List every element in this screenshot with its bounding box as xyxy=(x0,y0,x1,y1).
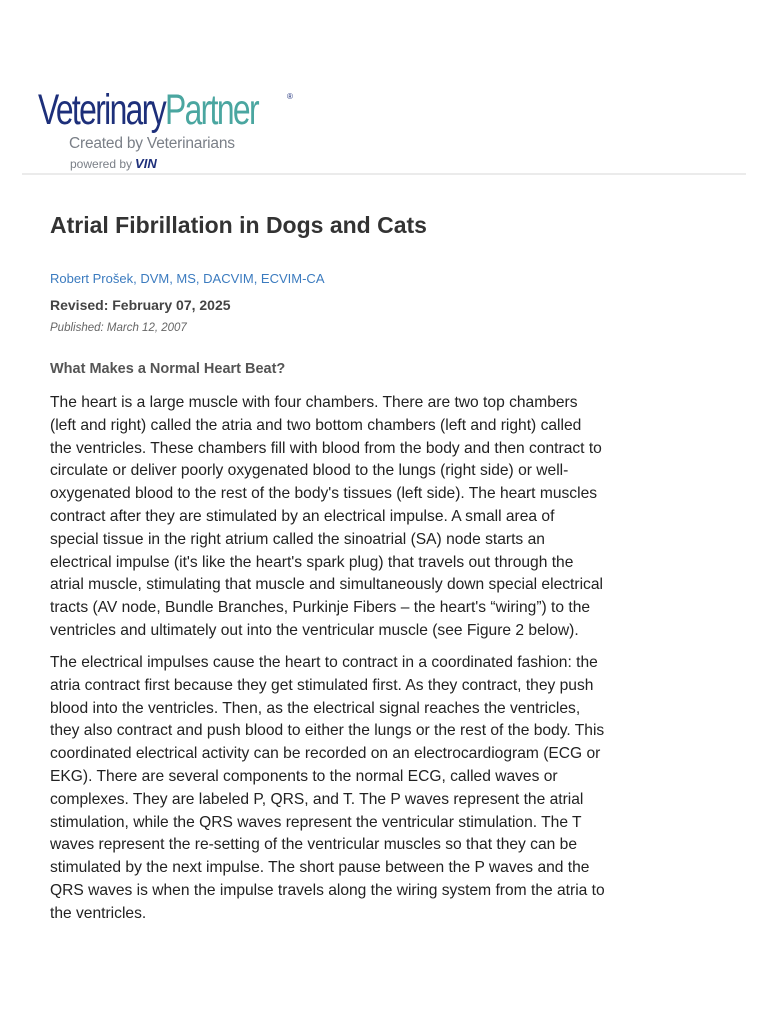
paragraph-line: blood into the ventricles. Then, as the electrical signal reaches the ventricles, xyxy=(50,699,581,717)
veterinary-partner-logo[interactable] xyxy=(38,86,318,176)
logo-word-partner: Partner xyxy=(164,86,258,134)
paragraph-line: ventricles and ultimately out into the ventricular muscle (see Figure 2 below). xyxy=(50,621,579,639)
paragraph-line: waves represent the re-setting of the ventricular muscles so that they can be xyxy=(50,836,577,854)
body-paragraph-1 xyxy=(50,392,690,643)
paragraph-line: QRS waves is when the impulse travels along the wiring system from the atria to xyxy=(50,881,605,899)
paragraph-line: (left and right) called the atria and two bottom chambers (left and right) called xyxy=(50,416,582,434)
paragraph-line: circulate or deliver poorly oxygenated blood to the lungs (right side) or well- xyxy=(50,462,569,480)
paragraph-line: tracts (AV node, Bundle Branches, Purkinje Fibers – the heart's “wiring”) to the xyxy=(50,599,591,617)
paragraph-line: coordinated electrical activity can be recorded on an electrocardiogram (ECG or xyxy=(50,745,601,763)
registered-mark: ® xyxy=(287,92,293,101)
site-header xyxy=(0,0,768,176)
paragraph-line: EKG). There are several components to the normal ECG, called waves or xyxy=(50,767,558,785)
revised-date: Revised: February 07, 2025 xyxy=(50,297,231,313)
paragraph-line: stimulation, while the QRS waves represent the ventricular stimulation. The T xyxy=(50,813,582,831)
paragraph-line: contract after they are stimulated by an electrical impulse. A small area of xyxy=(50,507,555,525)
paragraph-line: electrical impulse (it's like the heart's spark plug) that travels out through the xyxy=(50,553,574,571)
powered-by-vin xyxy=(70,156,157,172)
paragraph-line: special tissue in the right atrium called the sinoatrial (SA) node starts an xyxy=(50,530,545,548)
paragraph-line: the ventricles. xyxy=(50,904,147,922)
paragraph-line: The heart is a large muscle with four chambers. There are two top chambers xyxy=(50,394,578,411)
powered-by-label: powered by xyxy=(70,157,133,171)
author-link[interactable]: Robert Prošek, DVM, MS, DACVIM, ECVIM-CA xyxy=(50,271,325,286)
vin-logo: VIN xyxy=(135,156,157,171)
article-title: Atrial Fibrillation in Dogs and Cats xyxy=(50,212,427,238)
paragraph-line: the ventricles. These chambers fill with blood from the body and then contract to xyxy=(50,439,602,457)
paragraph-line: oxygenated blood to the rest of the body's tissues (left side). The heart muscles xyxy=(50,485,598,503)
header-divider xyxy=(22,173,746,175)
section-heading: What Makes a Normal Heart Beat? xyxy=(50,361,286,377)
paragraph-line: atria contract first because they get stimulated first. As they contract, they push xyxy=(50,676,594,694)
published-date: Published: March 12, 2007 xyxy=(50,322,187,334)
paragraph-line: atrial muscle, stimulating that muscle and simultaneously down special electrical xyxy=(50,576,603,594)
paragraph-line: they also contract and push blood to either the lungs or the rest of the body. This xyxy=(50,722,605,740)
logo-tagline: Created by Veterinarians xyxy=(69,135,235,152)
paragraph-line: stimulated by the next impulse. The short pause between the P waves and the xyxy=(50,859,590,877)
logo-wordmark xyxy=(38,86,258,134)
logo-word-veterinary: Veterinary xyxy=(38,86,165,134)
paragraph-line: complexes. They are labeled P, QRS, and T. The P waves represent the atrial xyxy=(50,790,584,808)
body-paragraph-2 xyxy=(50,652,690,926)
paragraph-line: The electrical impulses cause the heart to contract in a coordinated fashion: the xyxy=(50,654,598,671)
